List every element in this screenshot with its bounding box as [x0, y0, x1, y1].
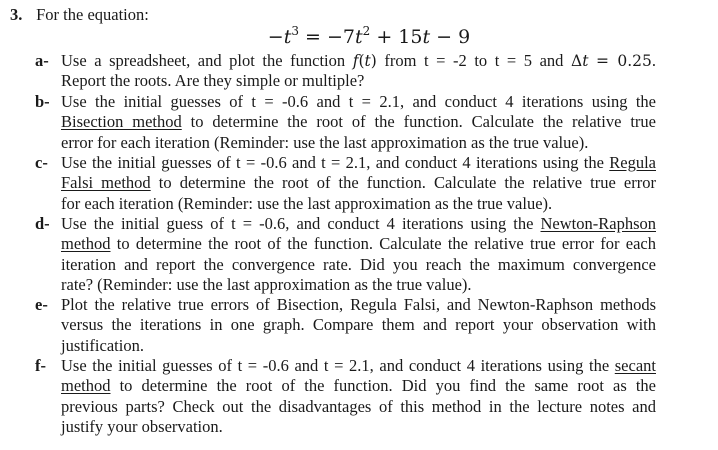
part-f-line: previous parts? Check out the disadvantages of this method in the lecture notes and — [61, 396, 656, 416]
part-e-text — [61, 295, 656, 356]
part-d-line: iteration and report the convergence rate. Did you reach the maximum convergence — [61, 254, 656, 274]
part-a-line: Report the roots. Are they simple or multiple? — [61, 71, 365, 91]
part-e-line: versus the iterations in one graph. Compare them and report your observation with — [61, 315, 656, 335]
part-b-text — [61, 92, 656, 153]
problem-header — [10, 4, 149, 26]
part-e-line: Plot the relative true errors of Bisection, Regula Falsi, and Newton-Raphson methods — [61, 295, 656, 314]
part-a-line: Use a spreadsheet, and plot the function f(t) from t = -2 to t = 5 and Δt = 0.25. — [61, 51, 656, 70]
problem-number: 3. — [10, 5, 23, 24]
part-c-text — [61, 153, 656, 214]
part-c-line: for each iteration (Reminder: use the last approximation as the true value). — [61, 193, 553, 213]
part-f-text — [61, 356, 656, 437]
part-d-line: rate? (Reminder: use the last approximation as the true value). — [61, 274, 472, 294]
part-d-line: method to determine the root of the function. Calculate the relative true error for each — [61, 234, 656, 254]
part-b-line: error for each iteration (Reminder: use the last approximation as the true value). — [61, 132, 589, 152]
part-d-label: d- — [35, 214, 50, 233]
part-c-line: Falsi method to determine the root of the function. Calculate the relative true error — [61, 173, 656, 193]
part-b-label: b- — [35, 92, 50, 111]
part-b-line: Use the initial guesses of t = -0.6 and t = 2.1, and conduct 4 iterations using the — [61, 92, 656, 111]
part-c-line: Use the initial guesses of t = -0.6 and t = 2.1, and conduct 4 iterations using the Regula — [61, 153, 656, 172]
part-c-label: c- — [35, 153, 48, 172]
part-f-label: f- — [35, 356, 46, 375]
part-f-line: method to determine the root of the function. Did you find the same root as the — [61, 376, 656, 396]
part-d-line: Use the initial guess of t = -0.6, and conduct 4 iterations using the Newton-Raphson — [61, 214, 656, 233]
part-a-text — [61, 51, 656, 92]
equation: $-t^3 = -7t^2 + 15t - 9$ — [267, 24, 471, 48]
part-e-label: e- — [35, 295, 48, 314]
problem-prompt: For the equation: — [36, 5, 149, 24]
part-f-line: Use the initial guesses of t = -0.6 and t = 2.1, and conduct 4 iterations using the secant — [61, 356, 656, 375]
part-b-line: Bisection method to determine the root of the function. Calculate the relative true — [61, 112, 656, 132]
part-f-line: justify your observation. — [61, 416, 223, 436]
part-d-text — [61, 214, 656, 295]
part-a-label: a- — [35, 51, 49, 70]
part-e-line: justification. — [61, 335, 144, 355]
